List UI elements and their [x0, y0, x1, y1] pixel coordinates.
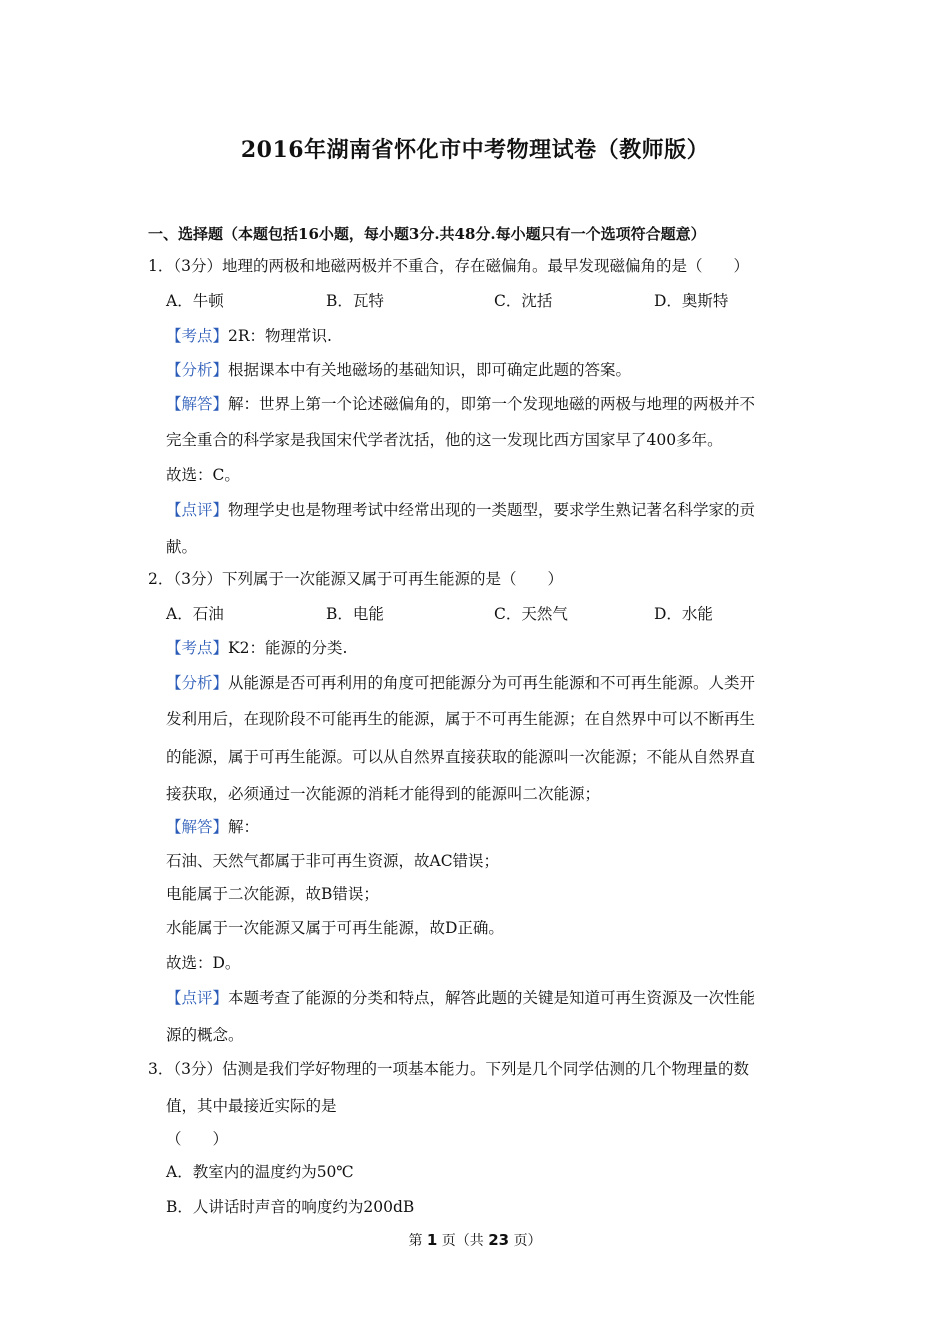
q2-fenxi-text-2: 发利用后，在现阶段不可能再生的能源，属于不可再生能源；在自然界中可以不断再生 — [166, 710, 756, 728]
page-footer — [0, 1230, 950, 1250]
q2-fenxi-text-4: 接获取，必须通过一次能源的消耗才能得到的能源叫二次能源； — [166, 785, 601, 803]
q2-fenxi-text-1: 从能源是否可再利用的角度可把能源分为可再生能源和不可再生能源。人类开 — [228, 674, 756, 692]
q1-option-c: C．沈括 — [494, 292, 553, 310]
q1-option-a: A．牛顿 — [166, 292, 224, 310]
q3-option-a: A．教室内的温度约为50℃ — [166, 1163, 354, 1181]
q2-option-c: C．天然气 — [494, 605, 568, 623]
q2-dianping-text-2: 源的概念。 — [166, 1026, 244, 1044]
q2-jieda-text-3: 水能属于一次能源又属于可再生能源，故D正确。 — [166, 919, 504, 937]
footer-prefix: 第 — [408, 1233, 423, 1249]
q2-jieda-text-2: 电能属于二次能源，故B错误； — [166, 885, 379, 903]
q2-answer: 故选：D。 — [166, 954, 241, 972]
dianping-tag: 【点评】 — [166, 501, 229, 519]
q2-dianping-text-1: 本题考查了能源的分类和特点，解答此题的关键是知道可再生资源及一次性能 — [228, 989, 756, 1007]
footer-page-number: 1 — [426, 1231, 438, 1249]
question-2-stem: 2．（3分）下列属于一次能源又属于可再生能源的是（ ） — [148, 570, 563, 588]
q1-dianping — [166, 500, 755, 520]
q2-fenxi-text-3: 的能源，属于可再生能源。可以从自然界直接获取的能源叫一次能源；不能从自然界直 — [166, 748, 756, 766]
q2-dianping — [166, 988, 755, 1008]
q1-jieda-text-2: 完全重合的科学家是我国宋代学者沈括，他的这一发现比西方国家早了400多年。 — [166, 431, 723, 449]
q2-option-a: A．石油 — [166, 605, 224, 623]
question-3-paren: （ ） — [166, 1130, 229, 1148]
fenxi-tag: 【分析】 — [166, 674, 229, 692]
kaodian-tag: 【考点】 — [166, 639, 229, 657]
question-3-stem-2: 值，其中最接近实际的是 — [166, 1097, 337, 1115]
q2-option-b: B．电能 — [326, 605, 384, 623]
jieda-tag: 【解答】 — [166, 395, 229, 413]
footer-suffix: 页） — [513, 1233, 542, 1249]
question-1-stem: 1．（3分）地理的两极和地磁两极并不重合，存在磁偏角。最早发现磁偏角的是（ ） — [148, 257, 749, 275]
q1-fenxi — [166, 360, 631, 380]
q1-jieda — [166, 394, 755, 414]
q2-option-d: D．水能 — [654, 605, 713, 623]
q2-kaodian-text: K2：能源的分类. — [228, 639, 348, 657]
jieda-tag: 【解答】 — [166, 818, 229, 836]
dianping-tag: 【点评】 — [166, 989, 229, 1007]
q1-answer: 故选：C。 — [166, 466, 240, 484]
q2-jieda-text-1: 石油、天然气都属于非可再生资源，故AC错误； — [166, 852, 500, 870]
page-title: 2016年湖南省怀化市中考物理试卷（教师版） — [240, 137, 710, 163]
q2-kaodian — [166, 638, 347, 658]
footer-total-pages: 23 — [488, 1231, 510, 1249]
footer-mid: 页（共 — [441, 1233, 484, 1249]
q1-option-d: D．奥斯特 — [654, 292, 729, 310]
q2-fenxi — [166, 673, 755, 693]
question-3-stem-1: 3．（3分）估测是我们学好物理的一项基本能力。下列是几个同学估测的几个物理量的数 — [148, 1060, 749, 1078]
q1-option-b: B．瓦特 — [326, 292, 384, 310]
q3-option-b: B．人讲话时声音的响度约为200dB — [166, 1198, 415, 1216]
fenxi-tag: 【分析】 — [166, 361, 229, 379]
q1-jieda-text-1: 解：世界上第一个论述磁偏角的，即第一个发现地磁的两极与地理的两极并不 — [228, 395, 756, 413]
q1-dianping-text-1: 物理学史也是物理考试中经常出现的一类题型，要求学生熟记著名科学家的贡 — [228, 501, 756, 519]
section-heading: 一、选择题（本题包括16小题，每小题3分.共48分.每小题只有一个选项符合题意） — [148, 225, 706, 243]
q1-kaodian-text: 2R：物理常识. — [228, 327, 332, 345]
q2-jieda — [166, 817, 259, 837]
kaodian-tag: 【考点】 — [166, 327, 229, 345]
q2-jieda-text: 解： — [228, 818, 260, 836]
q1-kaodian — [166, 326, 332, 346]
q1-fenxi-text: 根据课本中有关地磁场的基础知识，即可确定此题的答案。 — [228, 361, 632, 379]
q1-dianping-text-2: 献。 — [166, 538, 198, 556]
